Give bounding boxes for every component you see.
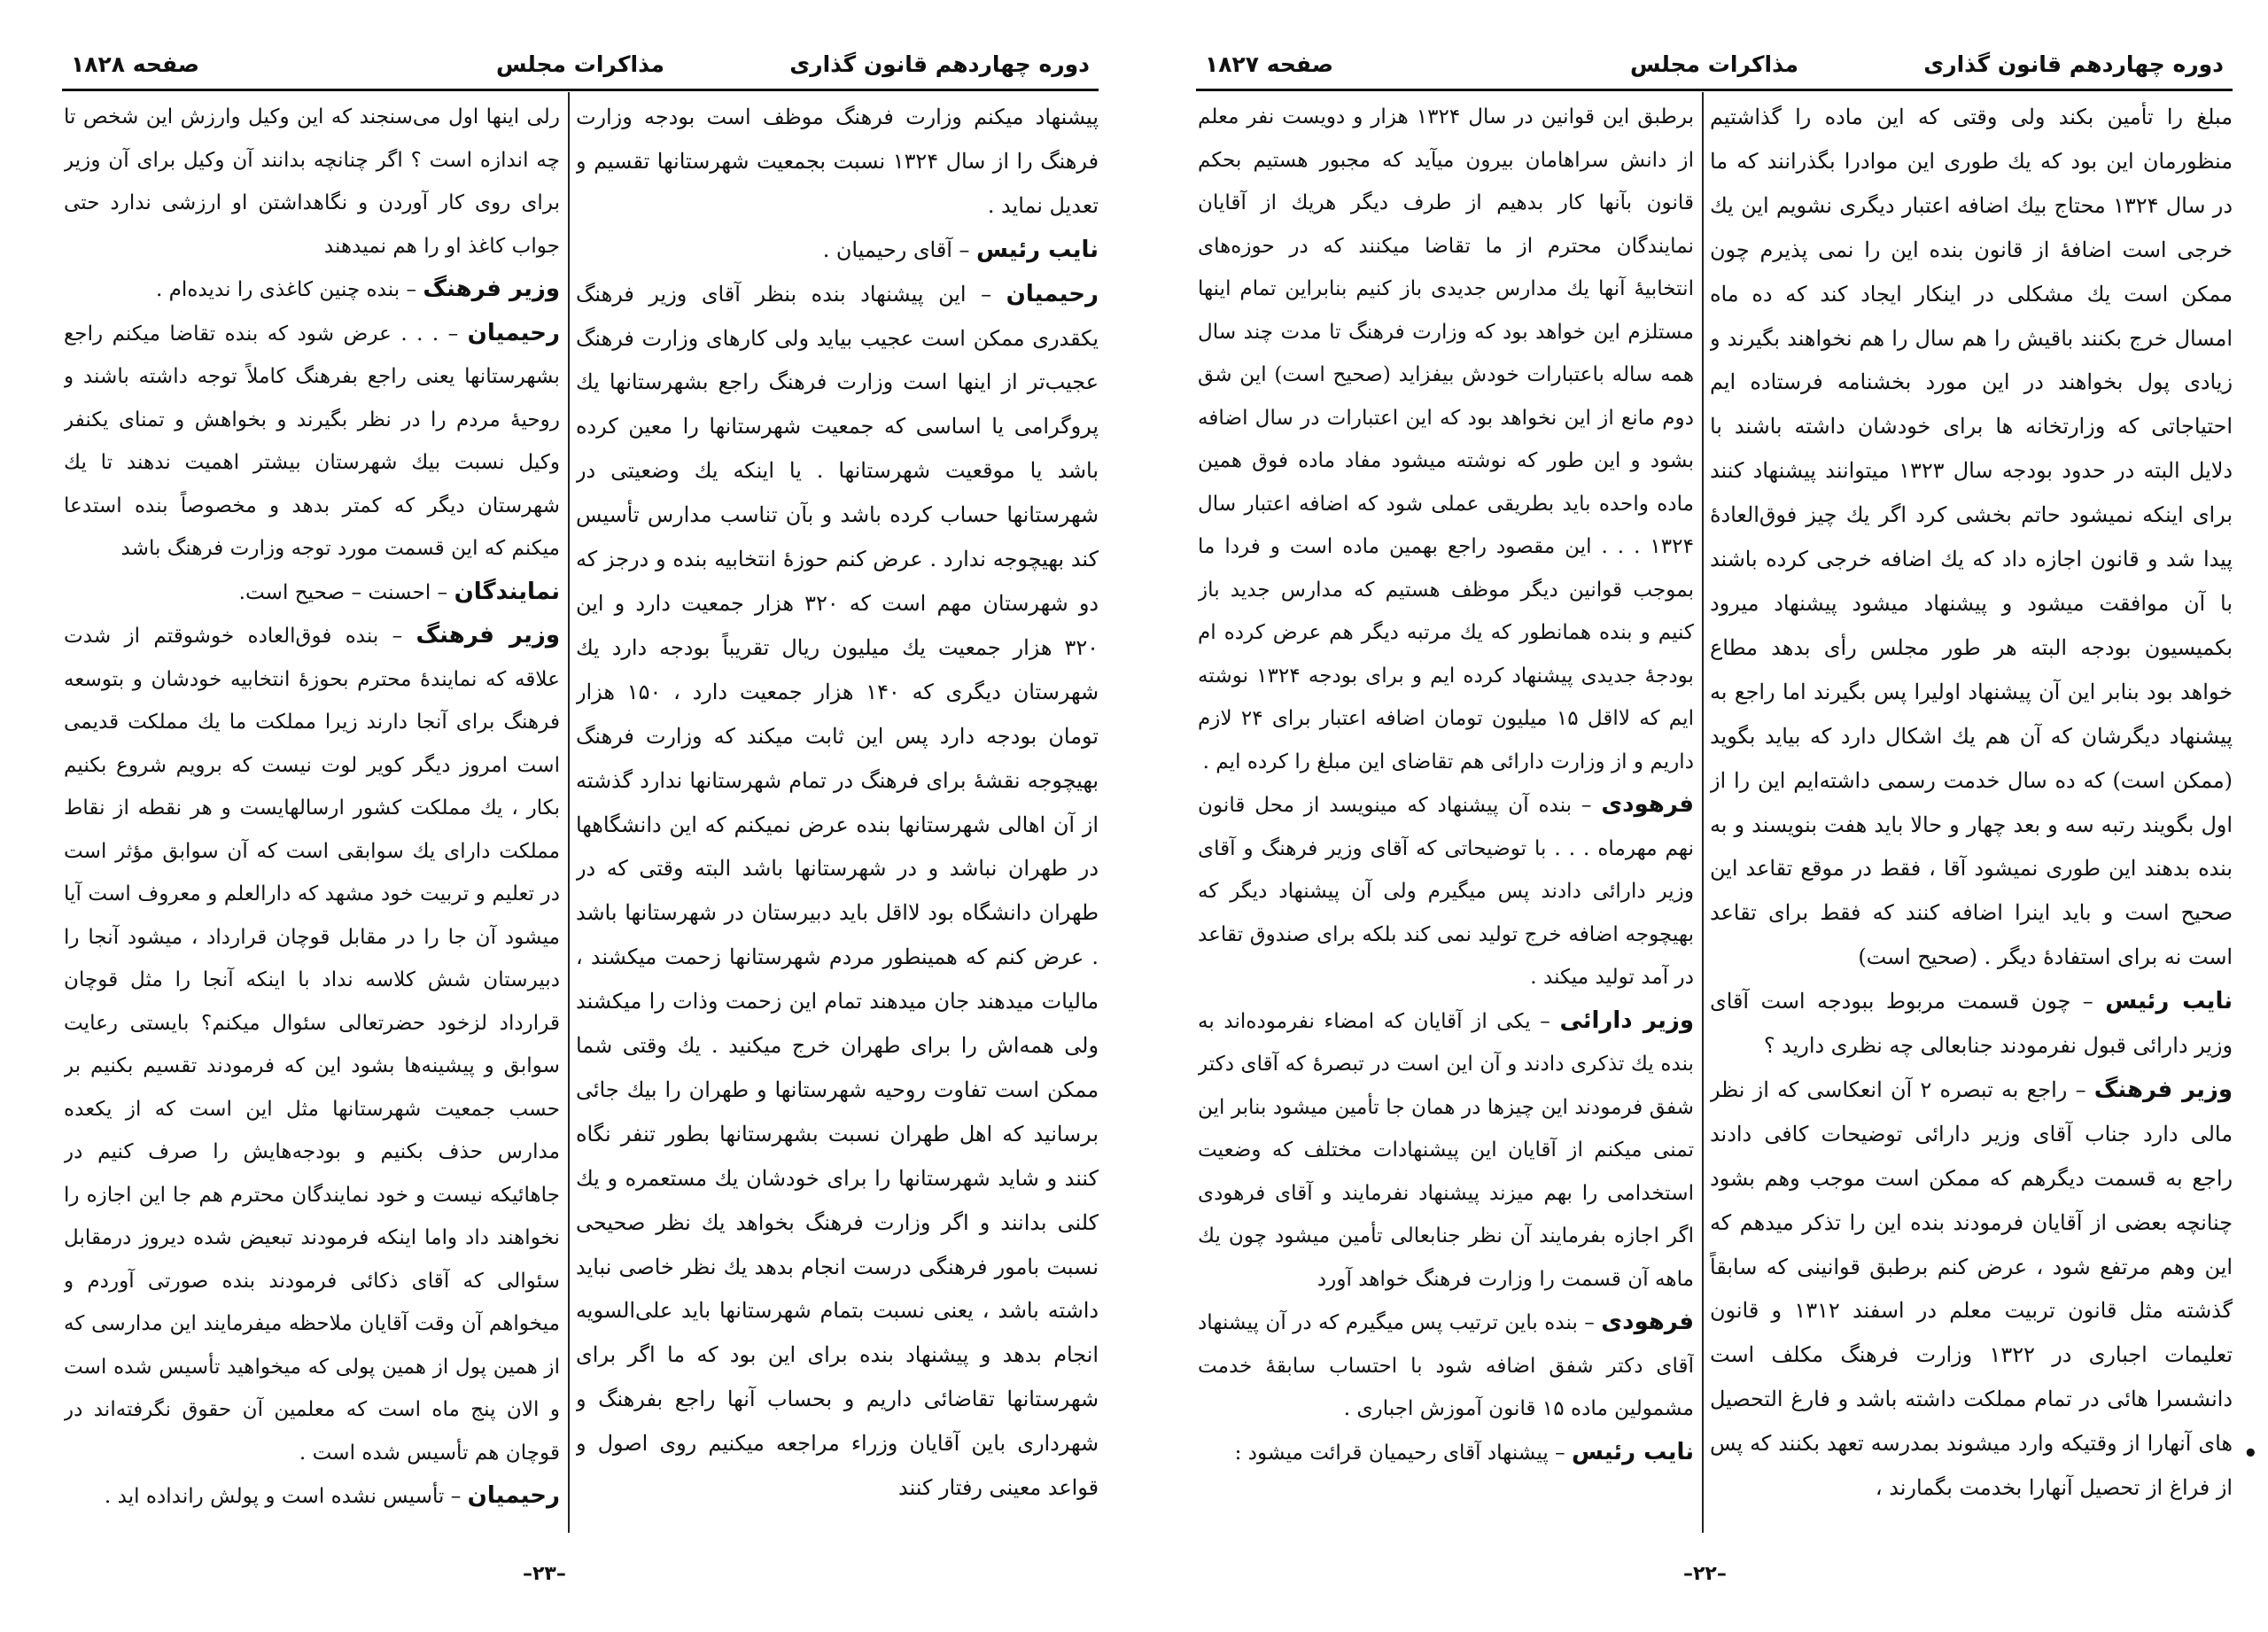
speaker-name: نایب رئیس (976, 236, 1099, 263)
speaker-name: وزیر دارائی (1559, 1006, 1694, 1034)
speaker-name: وزیر فرهنگ (423, 276, 560, 302)
speech-text: مبلغ را تأمین بکند ولی وقتی که این ماده را گذاشتیم منظورمان این بود که یك طوری این موادرا بگذرانند که ما در سال ۱۳۲۴ محتاج بیك اضافه اعتبار دیگری نشویم این یك خرجی است اضافهٔ از قانون بنده این را نمی پذیرم چون ممکن است یك مشکلی در اینکار ایجاد کند که ده ماه امسال خرج بکنند باقیش را هم سال را هم نخواهند بگیرند و زیادی پول بخواهند در این مورد بخشنامه فرستاده ایم احتیاجاتی که وزارتخانه ها برای خودشان داشته باشند با دلایل البته در حدود بودجه سال ۱۳۲۳ میتوانند پیشنهاد کنند برای اینکه نمیشود حاتم بخشی کرد اگر یك چیز فوق‌العادهٔ پیدا شد و قانون اجازه داد که یك اضافه خرجی کرده باشند با آن موافقت میشود و پیشنهاد میشود پیشنهاد میرود بکمیسیون بودجه البته هر طور مجلس رأی بدهد مطاع خواهد بود بنابر این آن پیشنهاد اولیرا پس بگیرند اما راجع به پیشنهاد دیگرشان که آن هم یك اشکال دارد که بیاید بگوید (ممکن است) که ده سال خدمت رسمی داشته‌ایم این را از اول بگویند رتبه سه و بعد چهار و حالا باید هفت بنویسند و به بنده بدهند این طوری نمیشود آقا ، فقط در موقع تقاعد این صحیح است و باید اینرا اضافه کنند که فقط برای تقاعد است نه برای استفادهٔ دیگر . (صحیح است) (1710, 105, 2233, 970)
margin-mark: • (2243, 1441, 2258, 1467)
speech-paragraph (1198, 96, 1694, 783)
speech-paragraph (1198, 1431, 1694, 1475)
speech-paragraph (1198, 783, 1694, 999)
speaker-name: نایب رئیس (1572, 1438, 1694, 1465)
journal-title: مذاکرات مجلس (495, 51, 665, 77)
column-divider (1702, 92, 1704, 1533)
speech-text: – بنده آن پیشنهاد که مینویسد از محل قانون نهم مهرماه . . . با توضیحاتی که آقای وزیر فرهنگ و آقای وزیر دارائی دادند پس میگیرم ولی آن پیشنهاد دیگر که بهیچوجه اضافه خرج تولید نمی کند بلکه برای صندوق تقاعد در آمد تولید میکند . (1198, 794, 1694, 989)
speech-paragraph (64, 571, 560, 615)
speech-paragraph (1198, 999, 1694, 1302)
speaker-name: رحیمیان (1006, 280, 1099, 307)
speech-text: – این پیشنهاد بنده بنظر آقای وزیر فرهنگ یکقدری ممکن است عجیب بیاید ولی کارهای وزارت فرهنگ عجیب‌تر از اینها است وزارت فرهنگ راجع بشهرستانها یك پروگرامی یا اساسی که جمعیت شهرستانها را معین کرده باشد یا موقعیت شهرستانها . یا اینکه یك وضعیتی در شهرستانها حساب کرده باشد و بآن تناسب مدارس تأسیس کند بهیچوجه ندارد . عرض کنم حوزهٔ انتخابیه بنده و درجز که دو شهرستان مهم است که ۳۲۰ هزار جمعیت دارد و این ۳۲۰ هزار جمعیت یك میلیون ریال تقریباً بودجه دارد یك شهرستان دیگری که ۱۴۰ هزار جمعیت دارد ، ۱۵۰ هزار تومان بودجه دارد پس این ثابت میکند که وزارت فرهنگ بهیچوجه نقشهٔ برای فرهنگ در تمام شهرستانها ندارد گذشته از آن اهالی شهرستانها بنده عرض نمیکنم که این دانشگاهها در طهران نباشد و در شهرستانها باشد البته وقتی که در طهران دانشگاه بود لااقل باید دبیرستان در شهرستانها باشد . عرض کنم که همینطور مردم شهرستانها زحمت میکشند ، مالیات میدهند جان میدهند تمام این زحمت وذات را میکشند ولی همه‌اش را برای طهران خرج میکنید . یك وقتی شما ممکن است تفاوت روحیه شهرستانها و طهران را بیك جائی برسانید که اهل طهران نسبت بشهرستانها بطور تنفر نگاه کنند و شاید شهرستانها را برای خودشان یك مستعمره و یك کلنی بدانند و اگر وزارت فرهنگ بخواهد یك نظر صحیحی نسبت بامور فرهنگی درست انجام بدهد یك نظر خاصی نباید داشته باشد ، یعنی نسبت بتمام شهرستانها باید علی‌السویه انجام بدهد و پیشنهاد بنده برای این بود که ما اگر برای شهرستانها تقاضائی داریم و بحساب آنها راجع بفرهنگ و شهرداری باین آقایان وزراء مراجعه میکنیم روی اصول و قواعد معینی رفتار کنند (576, 281, 1099, 1501)
speaker-name: نایب رئیس (2105, 988, 2233, 1015)
speech-text: – پیشنهاد آقای رحیمیان قرائت میشود : (1234, 1441, 1565, 1465)
text-column-right (1710, 96, 2233, 1527)
text-column-left (64, 96, 560, 1527)
speaker-name: رحیمیان (467, 1482, 560, 1509)
speech-paragraph (1710, 980, 2233, 1069)
speech-paragraph (64, 268, 560, 312)
page-footer-number: –۲۲– (1683, 1563, 1727, 1585)
speech-paragraph (1198, 1301, 1694, 1431)
speech-text: برطبق این قوانین در سال ۱۳۲۴ هزار و دویست نفر معلم از دانش سراهامان بیرون میآید که مجبور هستیم بحکم قانون بآنها کار بدهیم از طرف دیگر هریك از آقایان نمایندگان محترم از ما تقاضا میکنند که در حوزه‌های انتخابیهٔ آنها یك مدارس جدیدی باز کنیم بنابراین تمام اینها مستلزم این خواهد بود که وزارت فرهنگ تا مدت چند سال همه ساله باعتبارات خودش بیفزاید (صحیح است) این شق دوم مانع از این نخواهد بود که این اعتبارات در سال اضافه بشود و این طور که نوشته میشود مفاد ماده فوق همین ماده واحده باید بطریقی عملی شود که اضافه اعتبار سال ۱۳۲۴ . . . این مقصود راجع بهمین ماده است و فردا ما بموجب قوانین دیگر موظف هستیم که مدارس جدید باز کنیم و بنده همانطور که یك مرتبه دیگر هم عرض کرده ام بودجهٔ جدیدی پیشنهاد کرده ایم و برای بودجه ۱۳۲۴ نوشته ایم که لااقل ۱۵ میلیون تومان اضافه اعتبار برای ۲۴ لازم داریم و از وزارت دارائی هم تقاضای این مبلغ را کرده ایم . (1198, 105, 1694, 773)
speaker-name: وزیر فرهنگ (416, 622, 560, 649)
speech-text: – . . . عرض شود که بنده تقاضا میکنم راجع بشهرستانها یعنی راجع بفرهنگ کاملاً توجه داشته باشند و روحیهٔ مردم را در نظر بگیرند و بخواهش و تمنای یکنفر وکیل نسبت بیك شهرستان بیشتر اهمیت ندهند تا یك شهرستان دیگر که کمتر بدهد و مخصوصاً بنده استدعا میکنم که این قسمت مورد توجه وزارت فرهنگ باشد (64, 322, 560, 560)
speech-paragraph (64, 312, 560, 571)
speech-paragraph (576, 96, 1099, 229)
page-number: صفحه ۱۸۲۷ (1205, 51, 1334, 77)
speech-paragraph (576, 273, 1099, 1511)
speech-text: – بنده چنین کاغذی را ندیده‌ام . (155, 278, 417, 301)
session-title: دوره چهاردهم قانون گذاری (789, 51, 1090, 77)
left-page-header (62, 46, 1099, 87)
page-number: صفحه ۱۸۲۸ (71, 51, 200, 77)
speech-text: – بنده فوق‌العاده خوشوقتم از شدت علاقه که نمایندهٔ محترم بحوزهٔ انتخابیه خودشان و بتوسعه فرهنگ برای آنجا دارند زیرا مملکت ما یك مملکت قدیمی است امروز دیگر کویر لوت نیست که برویم شروع بکنیم بکار ، یك مملکت کشور ارسالهایست و هر نقطه از نقاط مملکت دارای یك سوابقی است که آن سوابق مؤثر است در تعلیم و تربیت خود مشهد که دارالعلم و معروف است آیا میشود آن جا را در مقابل قوچان قرارداد ، میشود آنجا را دبیرستان شش کلاسه نداد با اینکه آنجا را مثل قوچان قرارداد لزخود حضرتعالی سئوال میکنم؟ بایستی رعایت سوابق و پیشینه‌ها بشود این که فرمودند تقسیم بکنیم بر حسب جمعیت شهرستانها مثل این است که از یکعده مدارس حذف بکنیم و بودجه‌هایش را صرف کنیم در جاهائیکه نیست و خود نمایندگان محترم هم جا این اجازه را نخواهند داد واما اینکه فرمودند تبعیض شده دیروز درمقابل سئوالی که آقای ذکائی فرمودند بنده صورتی آوردم و میخواهم آن وقت آقایان ملاحظه میفرمایند این مدارسی که از همین پول از همین پولی که میخواهید تأسیس شده است و الان پنج ماه است که معلمین آن حقوق نگرفته‌اند در قوچان هم تأسیس شده است . (64, 625, 560, 1465)
speech-paragraph (64, 96, 560, 268)
speech-paragraph (1710, 1069, 2233, 1511)
header-rule (1196, 89, 2233, 91)
speech-text: – چون قسمت مربوط ببودجه است آقای وزیر دارائی قبول نفرمودند جنابعالی چه نظری دارید ؟ (1710, 989, 2233, 1059)
header-rule (62, 89, 1099, 91)
speech-text: – آقای رحیمیان . (822, 237, 970, 262)
speech-text: – بنده باین ترتیب پس میگیرم که در آن پیشنهاد آقای دکتر شفق اضافه شود با احتساب سابقهٔ خدمت مشمولین ماده ۱۵ قانون آموزش اجباری . (1198, 1311, 1694, 1420)
text-column-left (1198, 96, 1694, 1527)
page-footer-number: –۲۳– (523, 1563, 566, 1585)
speech-paragraph (1710, 96, 2233, 980)
speech-text: – احسنت – صحیح است. (238, 580, 448, 604)
speech-paragraph (64, 614, 560, 1474)
journal-title: مذاکرات مجلس (1629, 51, 1799, 77)
speech-text: – راجع به تبصره ۲ آن انعکاسی که از نظر مالی دارد جناب آقای وزیر دارائی توضیحات کافی دادند راجع به قسمت دیگرهم که ممکن است موجب وهم بشود چنانچه بعضی از آقایان فرمودند بنده این را تذکر میدهم که این وهم مرتفع شود ، عرض کنم برطبق قوانینی که سابقاً گذشته مثل قانون تربیت معلم در اسفند ۱۳۱۲ و قانون تعلیمات اجباری در ۱۳۲۲ وزارت فرهنگ مکلف است دانشسرا هائی در تمام مملکت داشته باشد و فارغ التحصیل های آنهارا از وقتیکه وارد میشوند بمدرسه تعهد بکنند که پس از فراغ از تحصیل آنهارا بخدمت بگمارند ، (1710, 1076, 2233, 1501)
speech-paragraph (576, 229, 1099, 273)
speaker-name: فرهودی (1601, 791, 1694, 818)
speech-text: – یکی از آقایان که امضاء نفرموده‌اند به بنده یك تذکری دادند و آن این است در تبصرهٔ که آقای دکتر شفق فرمودند این چیزها در همان جا تأمین میشود بنابر این تمنی میکنم از آقایان این پیشنهادات مختلف که وضعیت استخدامی را بهم میزند پیشنهاد نفرمایند و آقای فرهودی اگر اجازه بفرمایند آن نظر جنابعالی تأمین میشود چون یك ماهه آن قسمت را وزارت فرهنگ خواهد آورد (1198, 1009, 1694, 1291)
column-divider (568, 92, 570, 1533)
right-page (1134, 0, 2268, 1632)
speech-text: پیشنهاد میکنم وزارت فرهنگ موظف است بودجه وزارت فرهنگ را از سال ۱۳۲۴ نسبت بجمعیت شهرستانها تقسیم و تعدیل نماید . (576, 105, 1099, 218)
right-page-header (1196, 46, 2233, 87)
speaker-name: فرهودی (1601, 1309, 1694, 1335)
speaker-name: وزیر فرهنگ (2093, 1076, 2233, 1103)
speech-text: – تأسیس نشده است و پولش رانداده اید . (104, 1485, 462, 1508)
session-title: دوره چهاردهم قانون گذاری (1923, 51, 2224, 77)
speech-text: رلی اینها اول می‌سنجند که این وکیل وارزش این شخص تا چه اندازه است ؟ اگر چنانچه بدانند آن وکیل برای آن وزیر برای روی کار آوردن و نگاهداشتن او ارزشی ندارد حتی جواب کاغذ او را هم نمیدهند (64, 105, 560, 258)
text-column-right (576, 96, 1099, 1527)
speech-paragraph (64, 1474, 560, 1519)
speaker-name: رحیمیان (467, 319, 560, 346)
speaker-name: نمایندگان (454, 578, 560, 605)
